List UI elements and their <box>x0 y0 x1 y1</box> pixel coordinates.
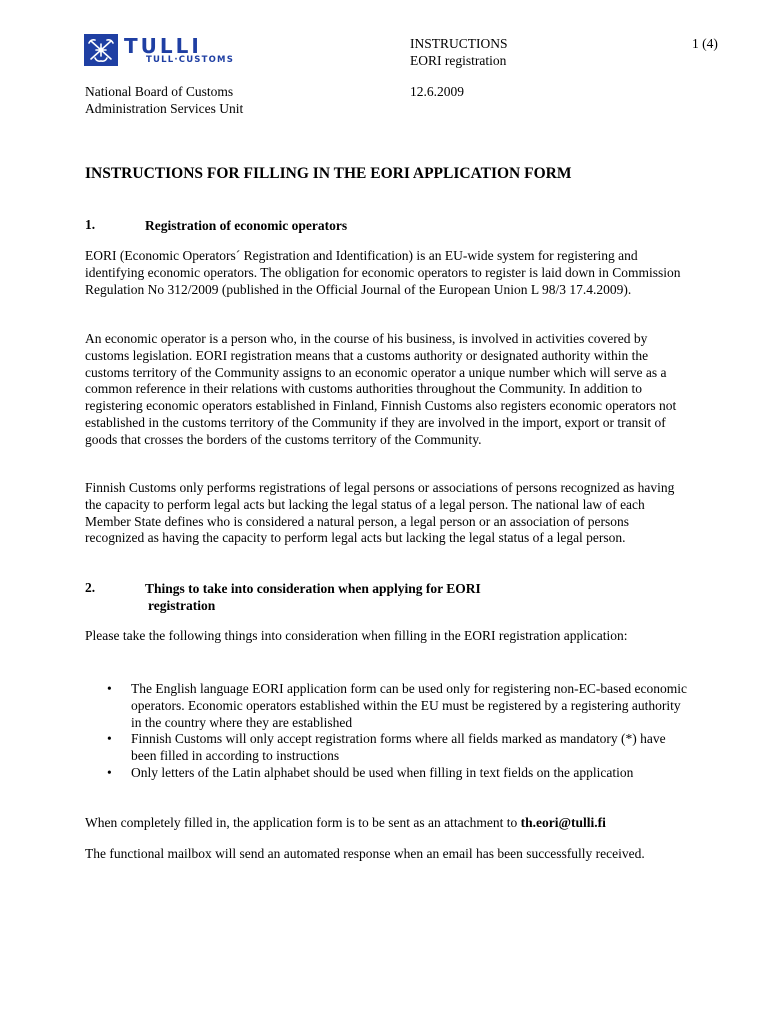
doc-date: 12.6.2009 <box>410 84 464 99</box>
logo-title: TULLI <box>124 34 202 58</box>
doc-name: EORI registration <box>410 53 507 68</box>
bullet-icon: • <box>107 731 112 747</box>
bullet-icon: • <box>107 681 112 696</box>
section-2-intro: Please take the following things into consideration when filling in the EORI registration application: <box>85 628 628 643</box>
section-1-paragraph: An economic operator is a person who, in the course of his business, is involved in activities covered by customs legislation. EORI registration means that a customs authority or designated authority within the customs territory of the Community assigns to an economic operator a unique number which will serve as a common reference in their relations with customs authorities throughout the Community. In addition to registering economic operators established in Finland, Finnish Customs also registers economic operators not established in the customs territory of the Community if they are involved in the import, export or transit of goods that crosses the borders of the customs territory of the Community. <box>85 331 677 447</box>
section-1-title: Registration of economic operators <box>145 218 348 233</box>
list-item <box>85 681 690 731</box>
list-item-text: The English language EORI application form can be used only for registering non-EC-based economic operators. Economic operators established within the EU must be registered by a registering authority in the country where they are established <box>131 681 687 730</box>
org-line-1: National Board of Customs <box>85 84 234 99</box>
send-instructions <box>85 815 690 832</box>
list-item <box>85 765 690 782</box>
doc-type: INSTRUCTIONS <box>410 36 508 51</box>
list-item <box>85 731 690 765</box>
section-2-number: 2. <box>85 580 96 595</box>
page-number: 1 (4) <box>692 36 718 51</box>
org-line-2: Administration Services Unit <box>85 101 244 116</box>
bullet-icon: • <box>107 764 112 780</box>
section-2-title-line-2: registration <box>148 598 216 613</box>
section-2-title <box>145 580 481 614</box>
page-title: INSTRUCTIONS FOR FILLING IN THE EORI APPLICATION FORM <box>85 165 572 182</box>
customs-emblem-icon <box>84 34 118 66</box>
email-link[interactable]: th.eori@tulli.fi <box>520 815 606 830</box>
send-text: When completely filled in, the application form is to be sent as an attachment to <box>85 815 521 830</box>
section-1-paragraph: EORI (Economic Operators´ Registration and Identification) is an EU-wide system for registering and identifying economic operators. The obligation for economic operators to register is laid down in Commission Regulation No 312/2009 (published in the Official Journal of the European Union L 98/3 17.4.2009). <box>85 248 681 297</box>
bullet-list <box>85 681 690 782</box>
section-2-title-line-1: Things to take into consideration when applying for EORI <box>145 581 481 596</box>
list-item-text: Only letters of the Latin alphabet should be used when filling in text fields on the application <box>131 764 634 780</box>
section-1-number: 1. <box>85 217 96 232</box>
logo-subtitle: TULL·CUSTOMS <box>146 55 235 65</box>
tulli-logo <box>84 34 264 70</box>
list-item-text: Finnish Customs will only accept registration forms where all fields marked as mandatory (*) have been filled in according to instructions <box>131 731 666 764</box>
section-1-paragraph: Finnish Customs only performs registrations of legal persons or associations of persons recognized as having the capacity to perform legal acts but lacking the legal status of a legal person. The national law of each Member State defines who is considered a natural person, a legal person or an association of persons recognized as having the capacity to perform legal acts but lacking the legal status of a legal person. <box>85 480 675 546</box>
closing-paragraph: The functional mailbox will send an automated response when an email has been successfully received. <box>85 846 645 861</box>
